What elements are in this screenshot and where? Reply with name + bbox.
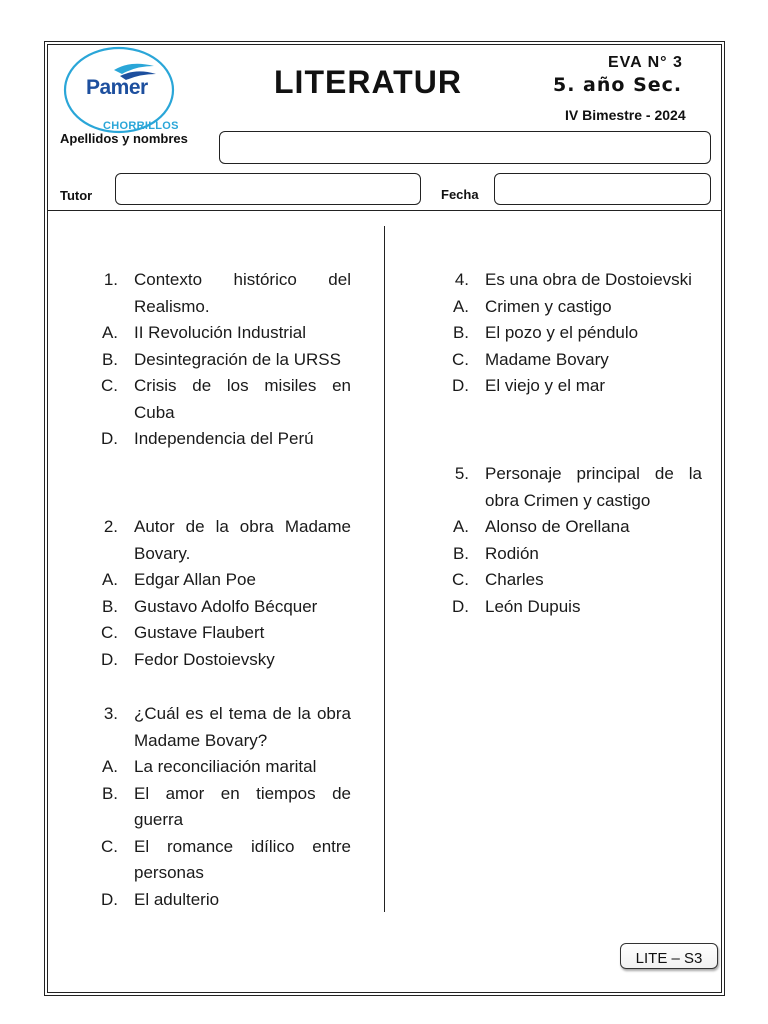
option-c[interactable] (83, 373, 351, 426)
option-d[interactable] (83, 887, 351, 914)
option-letter: C. (101, 376, 118, 395)
option-a[interactable] (83, 567, 351, 594)
option-d[interactable] (434, 373, 702, 400)
option-c[interactable] (83, 620, 351, 647)
option-text: El pozo y el péndulo (485, 323, 639, 342)
option-letter: D. (101, 889, 118, 909)
option-text: Edgar Allan Poe (134, 570, 256, 589)
logo-branch-text: CHORRILLOS (103, 120, 179, 132)
option-text: Madame Bovary (485, 349, 609, 369)
option-b[interactable] (83, 781, 351, 834)
question-number: 3. (103, 704, 118, 723)
option-d[interactable] (83, 647, 351, 674)
option-b[interactable] (83, 594, 351, 621)
option-c[interactable] (434, 347, 702, 374)
option-text: Rodión (485, 543, 539, 563)
question-text: ¿Cuál es el tema de la obra Madame Bovary? (134, 704, 351, 750)
option-letter: B. (452, 543, 469, 563)
option-letter: B. (101, 596, 118, 616)
option-letter: B. (101, 349, 118, 369)
option-text: Gustavo Adolfo Bécquer (134, 596, 318, 616)
option-text: León Dupuis (485, 596, 581, 616)
option-d[interactable] (83, 426, 351, 453)
option-letter: A. (101, 757, 118, 776)
option-text: Alonso de Orellana (485, 517, 630, 536)
tutor-field-label: Tutor (60, 188, 93, 203)
option-letter: B. (101, 783, 118, 803)
name-field-label: Apellidos y nombres (60, 131, 188, 146)
option-letter: D. (452, 376, 469, 395)
question-5 (434, 461, 702, 620)
option-letter: A. (101, 570, 118, 589)
option-letter: C. (452, 349, 469, 369)
option-letter: D. (101, 429, 118, 448)
option-c[interactable] (434, 567, 702, 594)
name-field[interactable] (219, 131, 711, 164)
page-title: LITERATUR (274, 64, 462, 100)
option-text: El adulterio (134, 889, 220, 909)
question-text: Es una obra de Dostoievski (485, 270, 692, 289)
question-number: 5. (454, 464, 469, 483)
option-letter: C. (101, 836, 118, 856)
option-text: El amor en tiempos de guerra (134, 783, 351, 829)
option-letter: A. (101, 323, 118, 342)
option-c[interactable] (83, 834, 351, 887)
option-a[interactable] (83, 754, 351, 781)
question-2 (83, 514, 351, 673)
course-code-badge: LITE – S3 (620, 943, 718, 969)
question-number: 1. (103, 270, 118, 289)
option-text: II Revolución Industrial (134, 323, 306, 342)
question-text: Personaje principal de la obra Crimen y castigo (485, 464, 702, 510)
question-text: Contexto histórico del Realismo. (134, 270, 351, 316)
question-number: 4. (454, 270, 469, 289)
option-b[interactable] (83, 347, 351, 374)
option-text: El romance idílico entre personas (134, 836, 351, 882)
option-letter: D. (101, 649, 118, 669)
exam-number: EVA N° 3 (608, 54, 683, 71)
question-number: 2. (103, 517, 118, 536)
question-3 (83, 701, 351, 913)
option-text: La reconciliación marital (134, 757, 317, 776)
option-text: Crisis de los misiles en Cuba (134, 376, 351, 422)
logo-brand-text: Pamer (86, 76, 148, 99)
option-d[interactable] (434, 594, 702, 621)
option-letter: B. (452, 323, 469, 342)
option-text: Independencia del Perú (134, 429, 314, 448)
option-letter: A. (452, 517, 469, 536)
header-divider (47, 210, 722, 211)
option-text: Crimen y castigo (485, 296, 612, 316)
option-letter: C. (452, 570, 469, 589)
date-field[interactable] (494, 173, 711, 205)
question-1 (83, 267, 351, 453)
question-4 (434, 267, 702, 400)
option-text: El viejo y el mar (485, 376, 605, 395)
option-text: Charles (485, 570, 544, 589)
column-divider (384, 226, 385, 912)
date-field-label: Fecha (441, 187, 479, 202)
option-text: Desintegración de la URSS (134, 349, 341, 369)
option-letter: C. (101, 623, 118, 642)
tutor-field[interactable] (115, 173, 421, 205)
option-text: Gustave Flaubert (134, 623, 265, 642)
option-letter: D. (452, 596, 469, 616)
option-letter: A. (452, 296, 469, 316)
option-a[interactable] (434, 514, 702, 541)
question-text: Autor de la obra Madame Bovary. (134, 517, 351, 563)
grade-label: 5. año Sec. (553, 74, 683, 96)
option-b[interactable] (434, 541, 702, 568)
period-label: IV Bimestre - 2024 (565, 107, 686, 123)
option-b[interactable] (434, 320, 702, 347)
option-text: Fedor Dostoievsky (134, 649, 275, 669)
option-a[interactable] (83, 320, 351, 347)
option-a[interactable] (434, 294, 702, 321)
